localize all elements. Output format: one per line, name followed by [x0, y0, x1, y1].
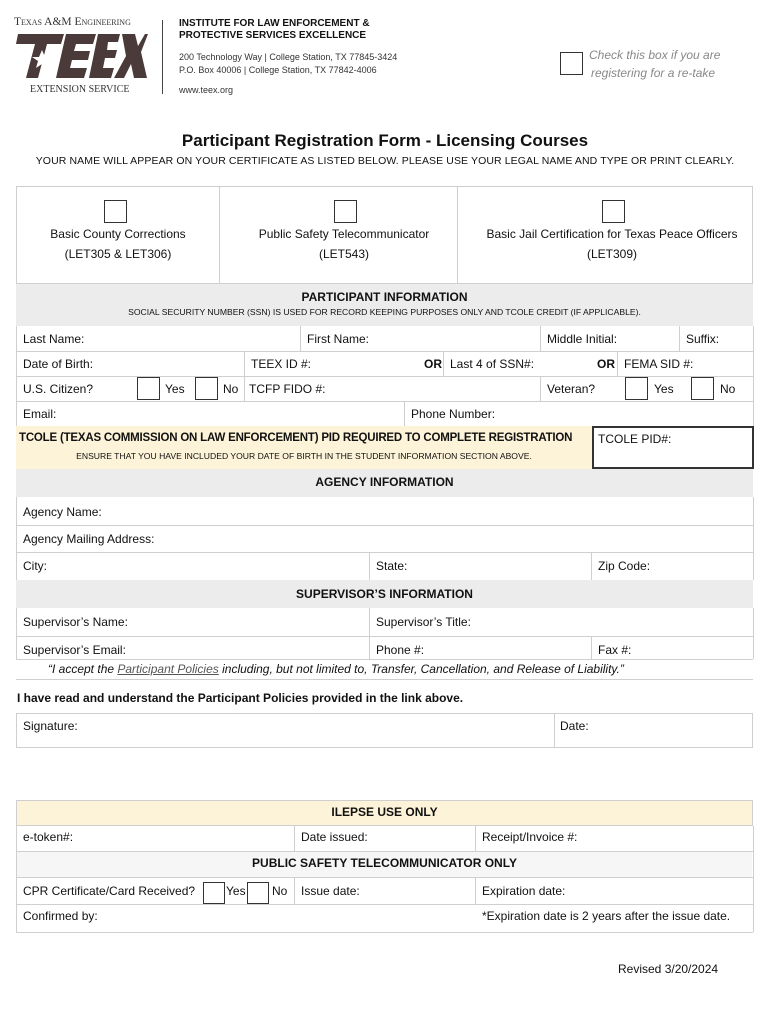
policy-acknowledgement: I have read and understand the Participant Policies provided in the link above.	[17, 691, 464, 705]
citizen-no-checkbox[interactable]	[195, 377, 218, 400]
supervisor-name-field[interactable]: Supervisor’s Name:	[23, 615, 128, 629]
tcole-note: ENSURE THAT YOU HAVE INCLUDED YOUR DATE OF BIRTH IN THE STUDENT INFORMATION SECTION ABOVE.	[76, 451, 532, 461]
course-name: Basic Jail Certification for Texas Peace Officers	[486, 227, 738, 241]
ilepse-heading: ILEPSE USE ONLY	[331, 805, 438, 819]
policy-acceptance	[48, 662, 624, 676]
cpr-yes-checkbox[interactable]	[203, 882, 225, 904]
supervisor-email-field[interactable]: Supervisor’s Email:	[23, 643, 126, 657]
dob-field[interactable]: Date of Birth:	[23, 357, 94, 371]
veteran-no-checkbox[interactable]	[691, 377, 714, 400]
veteran-yes-checkbox[interactable]	[625, 377, 648, 400]
expiration-date-field[interactable]: Expiration date:	[482, 884, 566, 898]
supervisor-phone-field[interactable]: Phone #:	[376, 643, 425, 657]
teex-logo	[14, 14, 149, 98]
header-divider	[162, 20, 163, 94]
supervisor-fax-field[interactable]: Fax #:	[598, 643, 632, 657]
form-title: Participant Registration Form - Licensing Courses	[181, 131, 589, 150]
agency-address-field[interactable]: Agency Mailing Address:	[23, 532, 155, 546]
course-checkbox-jail-certification[interactable]	[602, 200, 625, 223]
signature-field[interactable]: Signature:	[23, 719, 78, 733]
teex-id-field[interactable]: TEEX ID #:	[251, 357, 312, 371]
course-code: (LET543)	[318, 247, 370, 261]
signature-date-field[interactable]: Date:	[560, 719, 589, 733]
etoken-field[interactable]: e-token#:	[23, 830, 74, 844]
cpr-no-label: No	[272, 884, 288, 898]
course-name: Public Safety Telecommunicator	[258, 227, 430, 241]
policy-quote-end: including, but not limited to, Transfer, Cancellation, and Release of Liability.”	[218, 662, 624, 676]
or-separator: OR	[597, 357, 615, 371]
institute-line-1: INSTITUTE FOR LAW ENFORCEMENT &	[179, 18, 370, 29]
confirmed-by-field[interactable]: Confirmed by:	[23, 909, 98, 923]
retake-label-2: registering for a re-take	[591, 66, 716, 80]
citizen-yes-label: Yes	[165, 382, 185, 396]
phone-number-field[interactable]: Phone Number:	[411, 407, 496, 421]
form-subtitle: YOUR NAME WILL APPEAR ON YOUR CERTIFICATE AS LISTED BELOW. PLEASE USE YOUR LEGAL NAME AND TYPE OR PRINT CLEARLY.	[35, 155, 735, 167]
logo-top-text: Texas A&M Engineering	[14, 16, 131, 28]
course-code: (LET309)	[586, 247, 638, 261]
cpr-yes-label: Yes	[226, 884, 246, 898]
agency-name-field[interactable]: Agency Name:	[23, 505, 102, 519]
tcfp-fido-field[interactable]: TCFP FIDO #:	[249, 382, 326, 396]
veteran-yes-label: Yes	[654, 382, 674, 396]
retake-checkbox[interactable]	[560, 52, 583, 75]
expiration-note: *Expiration date is 2 years after the issue date.	[482, 909, 731, 923]
institute-line-2: PROTECTIVE SERVICES EXCELLENCE	[179, 30, 367, 41]
address-line-1: 200 Technology Way | College Station, TX 77845-3424	[179, 52, 398, 62]
citizen-no-label: No	[223, 382, 239, 396]
course-checkbox-county-corrections[interactable]	[104, 200, 127, 223]
us-citizen-label: U.S. Citizen?	[23, 382, 94, 396]
veteran-no-label: No	[720, 382, 736, 396]
state-field[interactable]: State:	[376, 559, 408, 573]
course-checkbox-telecommunicator[interactable]	[334, 200, 357, 223]
pst-heading: PUBLIC SAFETY TELECOMMUNICATOR ONLY	[252, 856, 517, 870]
participant-heading: PARTICIPANT INFORMATION	[301, 290, 468, 304]
citizen-yes-checkbox[interactable]	[137, 377, 160, 400]
logo-bottom-text: EXTENSION SERVICE	[30, 84, 130, 95]
policy-quote-start: “I accept the	[48, 662, 118, 676]
retake-label-1: Check this box if you are	[589, 48, 721, 62]
suffix-field[interactable]: Suffix:	[686, 332, 720, 346]
fema-sid-field[interactable]: FEMA SID #:	[624, 357, 694, 371]
website[interactable]: www.teex.org	[179, 85, 234, 95]
middle-initial-field[interactable]: Middle Initial:	[547, 332, 618, 346]
email-field[interactable]: Email:	[23, 407, 57, 421]
revised-date: Revised 3/20/2024	[618, 962, 719, 976]
ssn-last4-field[interactable]: Last 4 of SSN#:	[450, 357, 535, 371]
tcole-pid-label: TCOLE PID#:	[598, 432, 672, 446]
address-line-2: P.O. Box 40006 | College Station, TX 77842-4006	[179, 65, 377, 75]
agency-heading: AGENCY INFORMATION	[315, 475, 454, 489]
teex-logo-mark	[14, 30, 149, 82]
last-name-field[interactable]: Last Name:	[23, 332, 85, 346]
date-issued-field[interactable]: Date issued:	[301, 830, 368, 844]
supervisor-title-field[interactable]: Supervisor’s Title:	[376, 615, 471, 629]
participant-policies-link[interactable]: Participant Policies	[117, 662, 219, 676]
signature-row	[16, 713, 753, 748]
receipt-invoice-field[interactable]: Receipt/Invoice #:	[482, 830, 578, 844]
course-name: Basic County Corrections	[50, 227, 186, 241]
tcole-heading: TCOLE (TEXAS COMMISSION ON LAW ENFORCEMENT) PID REQUIRED TO COMPLETE REGISTRATION	[19, 432, 573, 444]
ssn-note: SOCIAL SECURITY NUMBER (SSN) IS USED FOR RECORD KEEPING PURPOSES ONLY AND TCOLE CREDIT (IF APPLICABLE).	[128, 307, 641, 317]
supervisor-heading: SUPERVISOR’S INFORMATION	[296, 587, 473, 601]
or-separator: OR	[424, 357, 442, 371]
city-field[interactable]: City:	[23, 559, 47, 573]
zip-code-field[interactable]: Zip Code:	[598, 559, 651, 573]
veteran-label: Veteran?	[547, 382, 596, 396]
course-code: (LET305 & LET306)	[64, 247, 172, 261]
first-name-field[interactable]: First Name:	[307, 332, 370, 346]
cpr-no-checkbox[interactable]	[247, 882, 269, 904]
cpr-label: CPR Certificate/Card Received?	[23, 884, 196, 898]
issue-date-field[interactable]: Issue date:	[301, 884, 360, 898]
